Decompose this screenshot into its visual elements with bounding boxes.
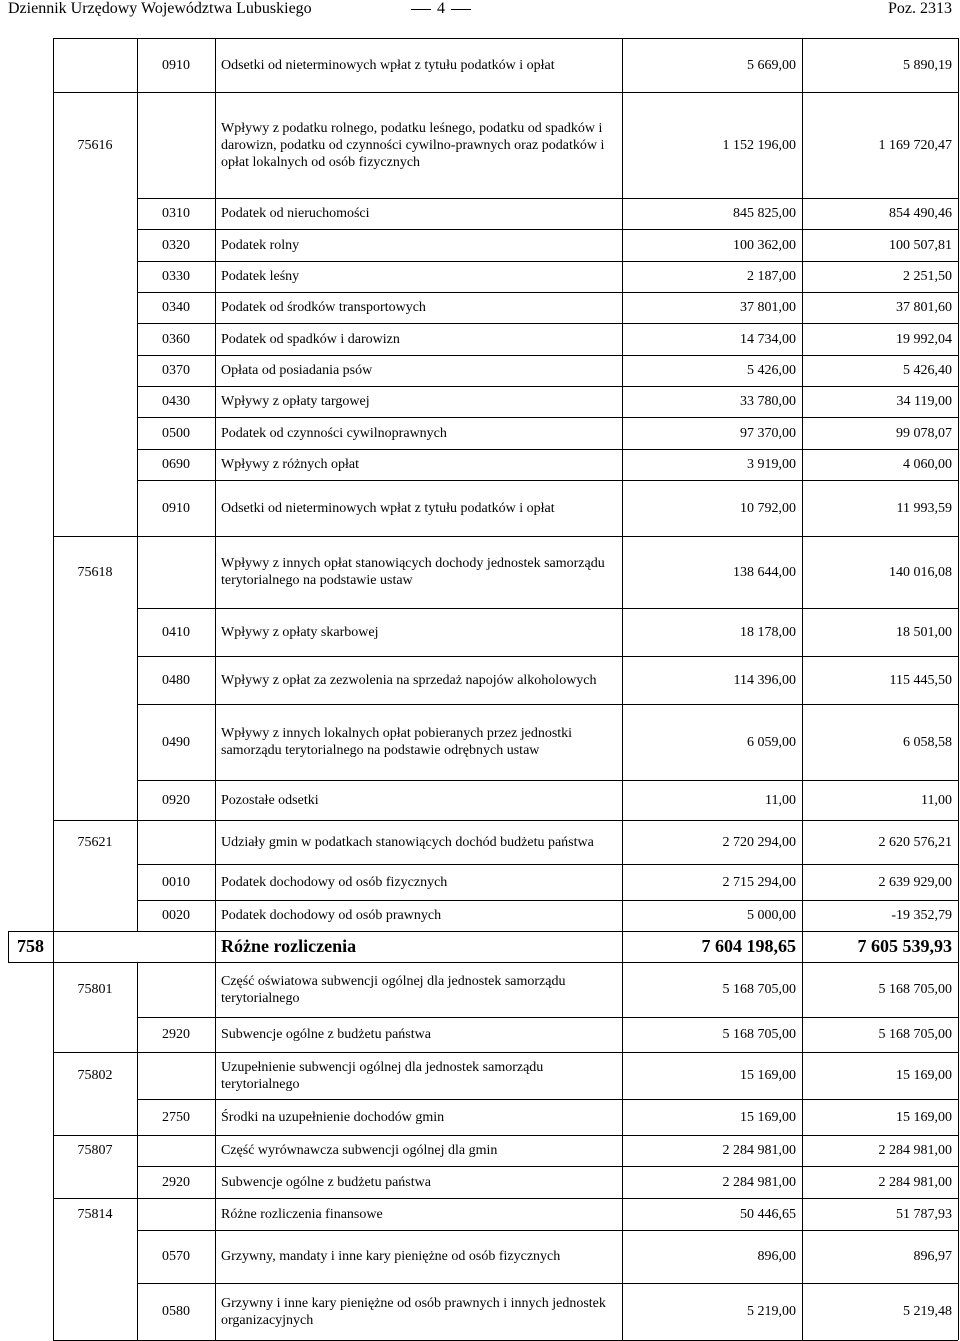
rozdzial-cell	[53, 900, 137, 931]
description-cell: Wpływy z innych lokalnych opłat pobieranych przez jednostki samorządu terytorialnego na podstawie odrębnych ustaw	[221, 726, 573, 758]
plan-cell: 7 604 198,65	[701, 936, 796, 956]
description-cell: Subwencje ogólne z budżetu państwa	[221, 1174, 431, 1190]
execution-cell: 5 219,48	[903, 1304, 952, 1319]
description-cell: Podatek leśny	[221, 269, 300, 284]
paragraf-cell: 0910	[162, 500, 190, 516]
dzial-cell	[8, 1052, 53, 1099]
plan-cell: 15 169,00	[740, 1068, 796, 1083]
description-cell: Wpływy z opłaty skarbowej	[221, 624, 379, 640]
description-cell: Grzywny, mandaty i inne kary pieniężne od osób fizycznych	[221, 1249, 561, 1264]
execution-cell: 2 620 576,21	[878, 834, 952, 850]
execution-cell: 37 801,60	[896, 300, 952, 315]
description-cell: Podatek od nieruchomości	[221, 206, 370, 221]
execution-cell: 99 078,07	[896, 425, 952, 441]
dzial-cell	[8, 261, 53, 292]
description-cell: Opłata od posiadania psów	[221, 363, 373, 378]
execution-cell: 115 445,50	[889, 672, 952, 688]
column-divider	[215, 261, 216, 292]
dzial-cell	[8, 1166, 53, 1198]
rozdzial-cell: 75621	[77, 834, 113, 850]
execution-cell: 5 168 705,00	[878, 1027, 952, 1042]
dzial-cell	[8, 355, 53, 386]
paragraf-cell: 0580	[162, 1304, 190, 1319]
rozdzial-cell	[53, 1017, 137, 1052]
plan-cell: 5 219,00	[747, 1304, 796, 1319]
plan-cell: 97 370,00	[740, 425, 796, 441]
column-divider	[215, 417, 216, 449]
dzial-cell: 758	[17, 936, 44, 956]
rozdzial-cell	[53, 480, 137, 536]
description-cell: Wpływy z opłat za zezwolenia na sprzedaż napojów alkoholowych	[221, 672, 597, 688]
paragraf-cell: 0480	[162, 672, 190, 688]
description-cell: Wpływy z innych opłat stanowiących dochody jednostek samorządu terytorialnego na podstawie ustaw	[221, 556, 605, 588]
execution-cell: 140 016,08	[889, 564, 952, 580]
column-divider	[215, 1283, 216, 1340]
plan-cell: 2 187,00	[747, 269, 796, 284]
dzial-cell	[8, 608, 53, 656]
dzial-cell	[8, 1283, 53, 1340]
dzial-cell	[8, 449, 53, 480]
rozdzial-cell	[53, 449, 137, 480]
plan-cell: 5 000,00	[747, 908, 796, 923]
execution-cell: 34 119,00	[896, 394, 952, 409]
page-number: 4	[405, 0, 477, 18]
description-cell: Udziały gmin w podatkach stanowiących dochód budżetu państwa	[221, 834, 594, 850]
column-divider	[215, 386, 216, 417]
rozdzial-cell	[53, 1166, 137, 1198]
dzial-cell	[8, 480, 53, 536]
execution-cell: -19 352,79	[891, 908, 952, 923]
paragraf-cell: 0320	[162, 237, 190, 253]
column-divider	[215, 1166, 216, 1198]
paragraf-cell: 0570	[162, 1249, 190, 1264]
column-divider	[215, 900, 216, 931]
description-cell: Podatek dochodowy od osób prawnych	[221, 908, 442, 923]
column-divider	[215, 1230, 216, 1283]
description-cell: Część wyrównawcza subwencji ogólnej dla gmin	[221, 1143, 498, 1158]
description-cell: Podatek dochodowy od osób fizycznych	[221, 874, 448, 890]
rozdzial-cell: 75802	[77, 1068, 113, 1083]
paragraf-cell: 0330	[162, 269, 190, 284]
plan-cell: 6 059,00	[747, 734, 796, 750]
rozdzial-cell	[53, 1230, 137, 1283]
column-divider	[215, 480, 216, 536]
plan-cell: 3 919,00	[747, 457, 796, 472]
column-divider	[215, 1198, 216, 1230]
paragraf-cell: 0020	[162, 908, 190, 923]
description-cell: Różne rozliczenia	[221, 936, 357, 956]
column-divider	[215, 449, 216, 480]
column-divider	[215, 355, 216, 386]
execution-cell: 1 169 720,47	[878, 137, 952, 153]
paragraf-cell	[137, 820, 215, 864]
execution-cell: 854 490,46	[889, 206, 952, 221]
execution-cell: 5 890,19	[903, 57, 952, 73]
description-cell: Podatek od czynności cywilnoprawnych	[221, 425, 447, 441]
rozdzial-cell	[53, 417, 137, 449]
plan-cell: 2 284 981,00	[722, 1143, 796, 1158]
paragraf-cell: 0690	[162, 457, 190, 472]
column-divider	[215, 292, 216, 323]
execution-cell: 4 060,00	[903, 457, 952, 472]
plan-cell: 15 169,00	[740, 1109, 796, 1125]
rozdzial-cell	[53, 38, 137, 92]
paragraf-cell: 0410	[162, 624, 190, 640]
rozdzial-cell	[53, 780, 137, 820]
paragraf-cell: 0340	[162, 300, 190, 315]
column-divider	[215, 1052, 216, 1099]
dzial-cell	[8, 536, 53, 608]
column-divider	[215, 323, 216, 355]
description-cell: Wpływy z podatku rolnego, podatku leśnego, podatku od spadków i darowizn, podatku od czynności cywilno-prawnych oraz podatków i opłat lokalnych od osób fizycznych	[221, 120, 605, 170]
column-divider	[215, 536, 216, 608]
rozdzial-cell	[53, 198, 137, 229]
rozdzial-cell	[53, 608, 137, 656]
rozdzial-cell: 75616	[77, 137, 113, 153]
rozdzial-cell	[53, 704, 137, 780]
rozdzial-cell	[53, 292, 137, 323]
rozdzial-cell	[53, 323, 137, 355]
rozdzial-cell	[53, 1099, 137, 1135]
dzial-cell	[8, 900, 53, 931]
paragraf-cell: 0360	[162, 331, 190, 347]
dzial-cell	[8, 292, 53, 323]
plan-cell: 14 734,00	[740, 331, 796, 347]
paragraf-cell: 0920	[162, 792, 190, 808]
paragraf-cell	[137, 962, 215, 1017]
rozdzial-cell	[53, 229, 137, 261]
column-divider	[215, 864, 216, 900]
paragraf-cell: 0010	[162, 874, 190, 890]
description-cell: Wpływy z opłaty targowej	[221, 394, 370, 409]
paragraf-cell: 0370	[162, 363, 190, 378]
column-divider	[215, 1017, 216, 1052]
dzial-cell	[8, 1017, 53, 1052]
rozdzial-cell	[53, 1283, 137, 1340]
execution-cell: 6 058,58	[903, 734, 952, 750]
paragraf-cell	[137, 931, 215, 962]
column-divider	[215, 92, 216, 198]
plan-cell: 5 168 705,00	[722, 1027, 796, 1042]
dzial-cell	[8, 92, 53, 198]
description-cell: Środki na uzupełnienie dochodów gmin	[221, 1109, 445, 1125]
dzial-cell	[8, 656, 53, 704]
execution-cell: 2 284 981,00	[878, 1143, 952, 1158]
rozdzial-cell	[53, 864, 137, 900]
plan-cell: 5 168 705,00	[722, 982, 796, 997]
description-cell: Odsetki od nieterminowych wpłat z tytułu podatków i opłat	[221, 57, 555, 73]
paragraf-cell	[137, 1135, 215, 1166]
column-divider	[215, 780, 216, 820]
execution-cell: 15 169,00	[896, 1068, 952, 1083]
dzial-cell	[8, 323, 53, 355]
dzial-cell	[8, 198, 53, 229]
dzial-cell	[8, 417, 53, 449]
dzial-cell	[8, 229, 53, 261]
rozdzial-cell	[53, 261, 137, 292]
dzial-cell	[8, 38, 53, 92]
execution-cell: 2 284 981,00	[878, 1174, 952, 1190]
plan-cell: 138 644,00	[733, 564, 796, 580]
rozdzial-cell	[53, 931, 137, 962]
paragraf-cell	[137, 1052, 215, 1099]
description-cell: Podatek rolny	[221, 237, 300, 253]
description-cell: Subwencje ogólne z budżetu państwa	[221, 1027, 431, 1042]
column-divider	[215, 1135, 216, 1166]
description-cell: Podatek od środków transportowych	[221, 300, 426, 315]
column-divider	[215, 229, 216, 261]
dzial-cell	[8, 962, 53, 1017]
paragraf-cell: 0310	[162, 206, 190, 221]
rozdzial-cell: 75814	[77, 1206, 113, 1222]
dzial-cell	[8, 1198, 53, 1230]
paragraf-cell	[137, 1198, 215, 1230]
plan-cell: 5 669,00	[747, 57, 796, 73]
paragraf-cell: 0430	[162, 394, 190, 409]
plan-cell: 2 284 981,00	[722, 1174, 796, 1190]
dzial-cell	[8, 386, 53, 417]
plan-cell: 10 792,00	[740, 500, 796, 516]
execution-cell: 2 639 929,00	[878, 874, 952, 890]
column-divider	[215, 1099, 216, 1135]
paragraf-cell: 0490	[162, 734, 190, 750]
journal-title: Dziennik Urzędowy Województwa Lubuskiego	[8, 0, 312, 17]
execution-cell: 15 169,00	[896, 1109, 952, 1125]
plan-cell: 11,00	[765, 792, 796, 808]
rozdzial-cell	[53, 656, 137, 704]
rozdzial-cell: 75618	[77, 564, 113, 580]
dzial-cell	[8, 1135, 53, 1166]
dzial-cell	[8, 1099, 53, 1135]
rozdzial-cell: 75801	[77, 982, 113, 997]
paragraf-cell	[137, 536, 215, 608]
execution-cell: 100 507,81	[889, 237, 952, 253]
column-divider	[215, 656, 216, 704]
column-divider	[215, 820, 216, 864]
description-cell: Grzywny i inne kary pieniężne od osób prawnych i innych jednostek organizacyjnych	[221, 1295, 606, 1328]
table-border-right	[958, 38, 959, 1340]
dzial-cell	[8, 820, 53, 864]
execution-cell: 896,97	[913, 1249, 952, 1264]
execution-cell: 51 787,93	[896, 1206, 952, 1222]
dzial-cell	[8, 780, 53, 820]
description-cell: Podatek od spadków i darowizn	[221, 331, 400, 347]
column-divider	[215, 608, 216, 656]
dzial-cell	[8, 704, 53, 780]
paragraf-cell: 2750	[162, 1109, 190, 1125]
plan-cell: 18 178,00	[740, 624, 796, 640]
rozdzial-cell	[53, 355, 137, 386]
plan-cell: 896,00	[757, 1249, 796, 1264]
plan-cell: 2 720 294,00	[722, 834, 796, 850]
plan-cell: 2 715 294,00	[722, 874, 796, 890]
description-cell: Uzupełnienie subwencji ogólnej dla jednostek samorządu terytorialnego	[221, 1059, 544, 1092]
execution-cell: 7 605 539,93	[857, 936, 952, 956]
plan-cell: 1 152 196,00	[722, 137, 796, 153]
paragraf-cell: 0500	[162, 425, 190, 441]
paragraf-cell: 2920	[162, 1174, 190, 1190]
execution-cell: 5 168 705,00	[878, 982, 952, 997]
description-cell: Różne rozliczenia finansowe	[221, 1206, 383, 1222]
paragraf-cell	[137, 92, 215, 198]
execution-cell: 19 992,04	[896, 331, 952, 347]
plan-cell: 37 801,00	[740, 300, 796, 315]
execution-cell: 2 251,50	[903, 269, 952, 284]
description-cell: Pozostałe odsetki	[221, 792, 319, 808]
column-divider	[215, 704, 216, 780]
execution-cell: 5 426,40	[903, 363, 952, 378]
column-divider	[215, 962, 216, 1017]
description-cell: Wpływy z różnych opłat	[221, 457, 360, 472]
execution-cell: 18 501,00	[896, 624, 952, 640]
plan-cell: 5 426,00	[747, 363, 796, 378]
execution-cell: 11 993,59	[896, 500, 952, 516]
description-cell: Odsetki od nieterminowych wpłat z tytułu podatków i opłat	[221, 500, 555, 516]
dzial-cell	[8, 864, 53, 900]
column-divider	[215, 38, 216, 92]
paragraf-cell: 0910	[162, 57, 190, 73]
position-number: Poz. 2313	[888, 0, 952, 17]
execution-cell: 11,00	[921, 792, 952, 808]
rozdzial-cell	[53, 386, 137, 417]
plan-cell: 100 362,00	[733, 237, 796, 253]
plan-cell: 50 446,65	[740, 1206, 796, 1222]
plan-cell: 114 396,00	[733, 672, 796, 688]
paragraf-cell: 2920	[162, 1027, 190, 1042]
plan-cell: 33 780,00	[740, 394, 796, 409]
description-cell: Część oświatowa subwencji ogólnej dla jednostek samorządu terytorialnego	[221, 973, 566, 1006]
plan-cell: 845 825,00	[733, 206, 796, 221]
dzial-cell	[8, 1230, 53, 1283]
column-divider	[215, 931, 216, 962]
rozdzial-cell: 75807	[77, 1143, 113, 1158]
column-divider	[215, 198, 216, 229]
